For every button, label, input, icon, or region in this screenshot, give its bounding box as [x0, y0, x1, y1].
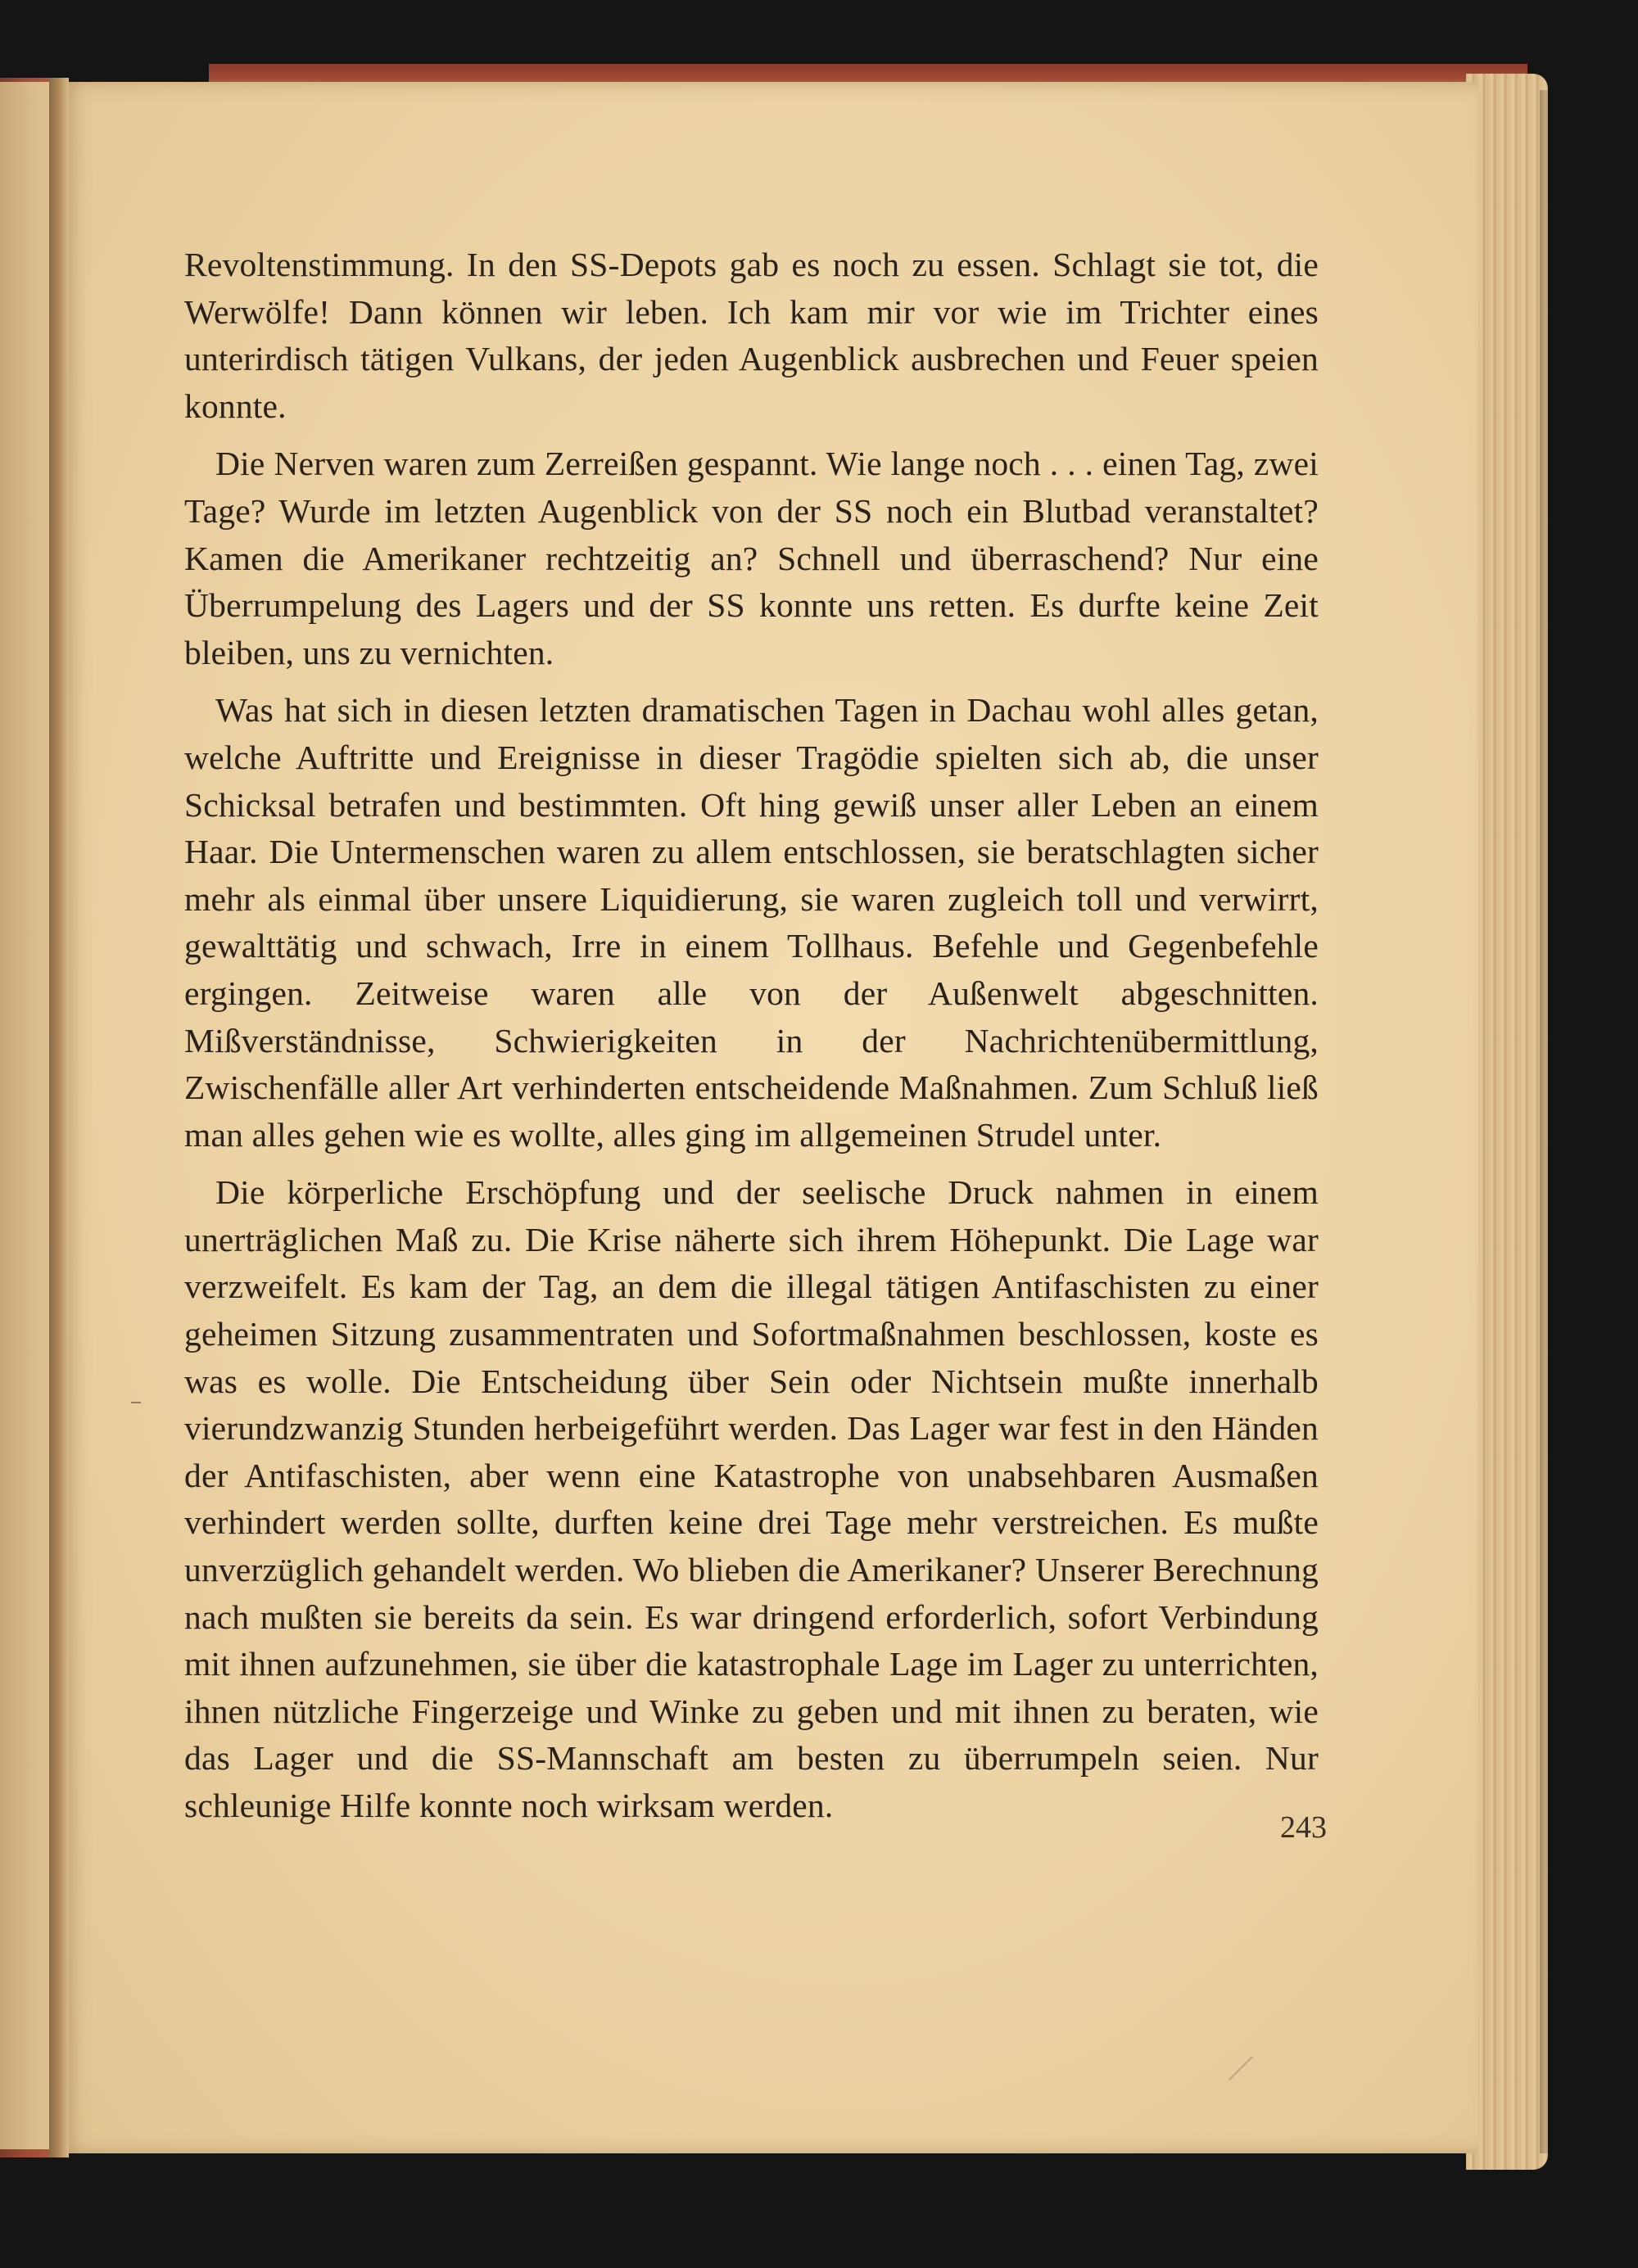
- page-stack-shadow: [1540, 90, 1554, 2153]
- paragraph-3: Was hat sich in diesen letzten dramatischen Tagen in Dachau wohl alles getan, welche Auftritte und Ereignisse in dieser Tragödie spielten sich ab, die unser Schicksal betrafen und bestimmten. Oft hing gewiß unser aller Leben an einem Haar. Die Untermenschen waren zu allem entschlossen, sie beratschlagten sicher mehr als einmal über unsere Liquidierung, sie waren zugleich toll und verwirrt, gewalttätig und schwach, Irre in einem Tollhaus. Befehle und Gegenbefehle ergingen. Zeitweise waren alle von der Außenwelt abgeschnitten. Mißverständnisse, Schwierigkeiten in der Nachrichtenübermittlung, Zwischenfälle aller Art verhinderten entscheidende Maßnahmen. Zum Schluß ließ man alles gehen wie es wollte, alles ging im allgemeinen Strudel unter.: [184, 691, 1319, 1154]
- paragraph-1: Revoltenstimmung. In den SS-Depots gab es noch zu essen. Schlagt sie tot, die Werwölfe! Dann können wir leben. Ich kam mir vor wie im Trichter eines unterirdisch tätigen Vulkans, der jeden Augenblick ausbrechen und Feuer speien konnte.: [184, 246, 1319, 425]
- paragraph-4: Die körperliche Erschöpfung und der seelische Druck nahmen in einem unerträglichen Maß zu. Die Krise näherte sich ihrem Höhepunkt. Die Lage war verzweifelt. Es kam der Tag, an dem die illegal tätigen Antifaschisten zu einer geheimen Sitzung zusammentraten und Sofortmaßnahmen beschlossen, koste es was es wolle. Die Entscheidung über Sein oder Nichtsein mußte innerhalb vierundzwanzig Stunden herbeigeführt werden. Das Lager war fest in den Händen der Antifaschisten, aber wenn eine Katastrophe von unabsehbaren Ausmaßen verhindert werden sollte, durften keine drei Tage mehr verstreichen. Es mußte unverzüglich gehandelt werden. Wo blieben die Amerikaner? Unserer Berechnung nach mußten sie bereits da sein. Es war dringend erforderlich, sofort Verbindung mit ihnen aufzunehmen, sie über die katastrophale Lage im Lager zu unterrichten, ihnen nützliche Fingerzeige und Winke zu geben und mit ihnen zu beraten, wie das Lager und die SS-Mannschaft am besten zu überrumpeln seien. Nur schleunige Hilfe konnte noch wirksam werden.: [184, 1173, 1319, 1824]
- margin-mark: [131, 1402, 141, 1403]
- page-text-block: [184, 242, 1319, 1830]
- page-stack-edge: [1466, 74, 1548, 2170]
- pencil-mark: [1228, 2056, 1253, 2081]
- paragraph-2: Die Nerven waren zum Zerreißen gespannt. Wie lange noch . . . einen Tag, zwei Tage? Wurde im letzten Augenblick von der SS noch ein Blutbad veranstaltet? Kamen die Amerikaner rechtzeitig an? Schnell und überraschend? Nur eine Überrumpelung des Lagers und der SS konnte uns retten. Es durfte keine Zeit bleiben, uns zu vernichten.: [184, 445, 1319, 671]
- page-number: 243: [1280, 1810, 1327, 1845]
- book-page: [61, 82, 1478, 2153]
- page-gutter: [49, 78, 69, 2157]
